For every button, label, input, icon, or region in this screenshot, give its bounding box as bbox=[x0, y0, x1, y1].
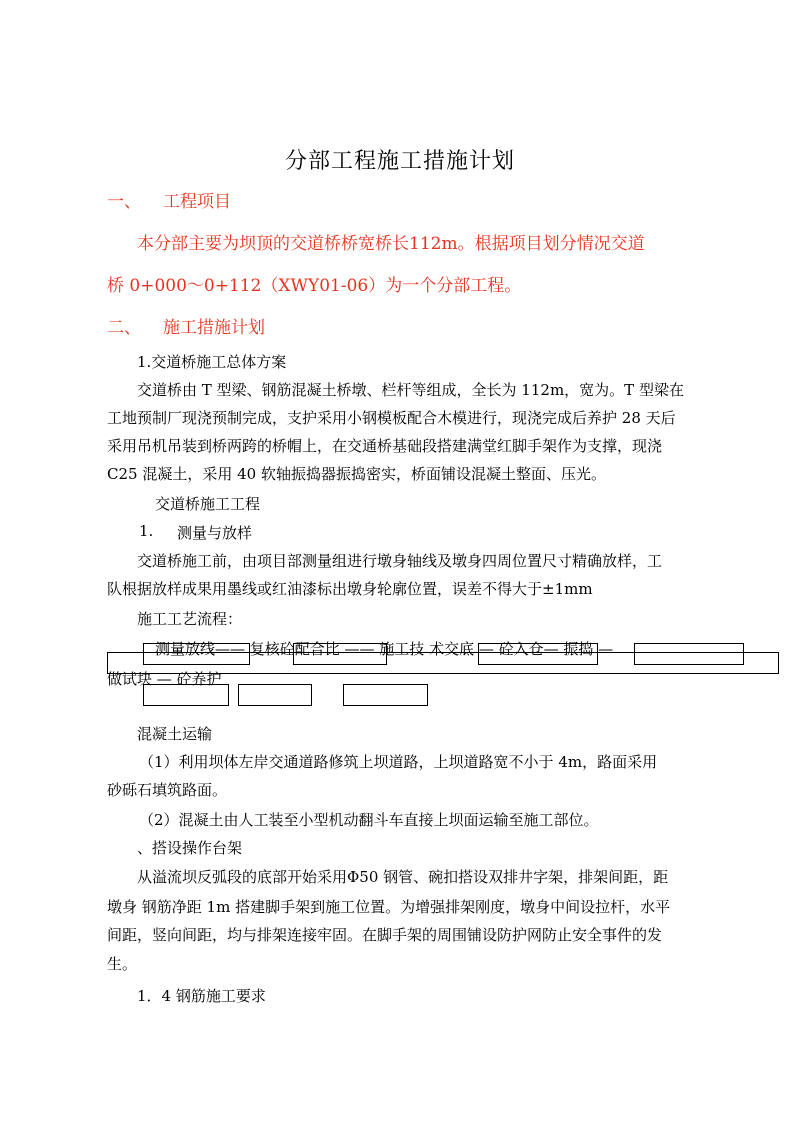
transport-item2: （2）混凝土由人工装至小型机动翻斗车直接上坝面运输至施工部位。 bbox=[139, 811, 599, 829]
section1-heading: 工程项目 bbox=[163, 192, 231, 212]
sub2-heading: 交道桥施工工程 bbox=[155, 495, 261, 513]
sub3-line: 队根据放样成果用墨线或红油漆标出墩身轮廓位置，误差不得大于±1mm bbox=[107, 580, 593, 598]
section1-number: 一、 bbox=[107, 192, 141, 212]
scaffold-line: 墩身 钢筋净距 1m 搭建脚手架到施工位置。为增强排架刚度，墩身中间设拉杆，水平 bbox=[107, 898, 671, 916]
flow-row2: 做试块 — 砼养护 bbox=[107, 670, 222, 688]
scaffold-line: 生。 bbox=[107, 955, 138, 973]
transport-item1-cont: 砂砾石填筑路面。 bbox=[107, 781, 228, 799]
transport-heading: 混凝土运输 bbox=[137, 725, 213, 743]
rebar-heading: 1．4 钢筋施工要求 bbox=[137, 987, 266, 1005]
flow-label: 施工工艺流程： bbox=[137, 610, 243, 628]
scaffold-heading: 、搭设操作台架 bbox=[137, 839, 243, 857]
section1-text-line1: 本分部主要为坝顶的交道桥桥宽桥长112m。根据项目划分情况交道 bbox=[137, 234, 645, 254]
flow-row1: 测量放线—— 复核砼配合比 —— 施工技 术交底 — 砼入仓— 振捣 — bbox=[155, 640, 614, 658]
sub1-line: 交道桥由 T 型梁、钢筋混凝土桥墩、栏杆等组成，全长为 112m，宽为。T 型梁在 bbox=[137, 381, 684, 399]
flow-box bbox=[238, 684, 312, 706]
scaffold-line: 间距，竖向间距，均与排架连接牢固。在脚手架的周围铺设防护网防止安全事件的发 bbox=[107, 926, 663, 944]
sub3-heading: 测量与放样 bbox=[177, 524, 253, 542]
section1-text-line2: 桥 0+000～0+112（XWY01-06）为一个分部工程。 bbox=[107, 276, 522, 296]
page-title: 分部工程施工措施计划 bbox=[285, 149, 516, 174]
sub3-line: 交道桥施工前，由项目部测量组进行墩身轴线及墩身四周位置尺寸精确放样，工 bbox=[137, 552, 663, 570]
section2-heading: 施工措施计划 bbox=[163, 318, 265, 338]
sub1-line: 工地预制厂现浇预制完成，支护采用小钢模板配合木模进行，现浇完成后养护 28 天后 bbox=[107, 409, 676, 427]
flow-box bbox=[343, 684, 428, 706]
sub1-line: C25 混凝土，采用 40 软轴振捣器振捣密实，桥面铺设混凝土整面、压光。 bbox=[107, 465, 606, 483]
sub1-heading: 1.交道桥施工总体方案 bbox=[137, 353, 287, 371]
sub3-number: 1. bbox=[139, 522, 154, 540]
transport-item1: （1）利用坝体左岸交通道路修筑上坝道路，上坝道路宽不小于 4m，路面采用 bbox=[139, 753, 658, 771]
sub1-line: 采用吊机吊装到桥两跨的桥帽上，在交通桥基础段搭建满堂红脚手架作为支撑，现浇 bbox=[107, 437, 663, 455]
scaffold-line: 从溢流坝反弧段的底部开始采用Φ50 钢管、碗扣搭设双排井字架，排架间距，距 bbox=[137, 868, 669, 886]
section2-number: 二、 bbox=[107, 318, 141, 338]
